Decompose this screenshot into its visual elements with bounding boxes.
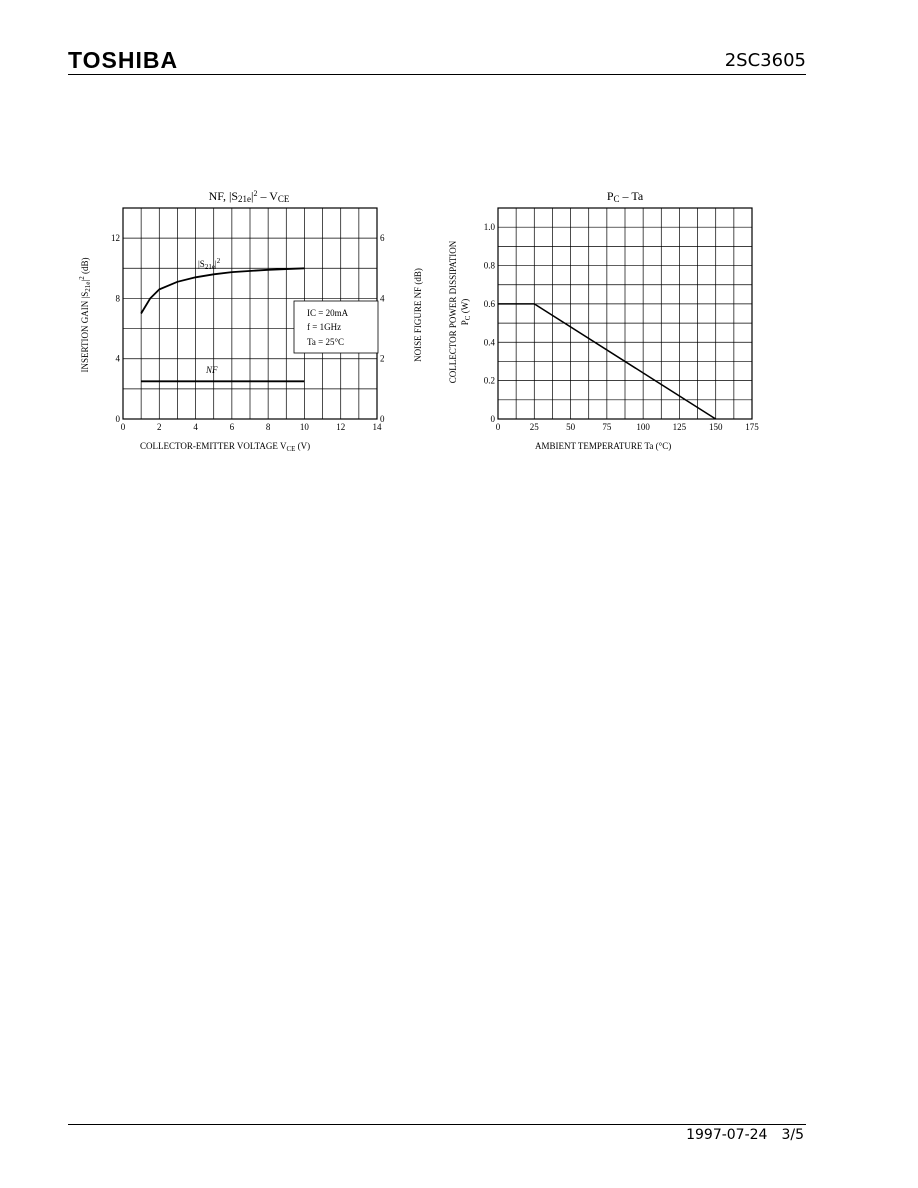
- chart1-y-right-tick: 2: [380, 353, 385, 364]
- footer-rule: [68, 1124, 806, 1125]
- chart1-title: NF, $|S21e|^2$ – VCE: [208, 189, 290, 204]
- chart2-x-tick: 50: [566, 422, 576, 432]
- chart1-x-tick: 2: [157, 422, 162, 432]
- chart2-ylabel-line1: COLLECTOR POWER DISSIPATION: [448, 240, 458, 384]
- chart1-x-tick: 12: [336, 422, 346, 432]
- chart2-x-tick: 0: [495, 422, 501, 432]
- chart2-x-tick: 175: [745, 422, 759, 432]
- footer: [672, 1127, 804, 1143]
- chart2-x-tick: 25: [529, 422, 539, 432]
- chart1-x-tick: 10: [299, 422, 309, 432]
- chart1-ylabel-left: INSERTION GAIN $|S_{21e}|^2$ (dB): [78, 257, 92, 373]
- chart1-x-tick: 14: [372, 422, 382, 432]
- chart1-x-tick: 0: [120, 422, 126, 432]
- chart1-xlabel: COLLECTOR-EMITTER VOLTAGE $V_{CE}$ (V): [140, 441, 311, 453]
- header-rule: [68, 74, 806, 75]
- chart1-x-tick: 8: [265, 422, 271, 432]
- chart2-y-tick: 0.8: [483, 260, 495, 271]
- chart1-y-left-tick: 0: [115, 414, 120, 424]
- chart-pc-ta: [440, 180, 780, 470]
- chart2-x-tick: 125: [672, 422, 687, 432]
- chart2-y-tick: 0: [490, 414, 495, 424]
- chart1-y-left-tick: 4: [115, 353, 120, 364]
- nf-series-label: NF: [206, 365, 218, 375]
- condition-f: f = 1GHz: [307, 322, 342, 332]
- toshiba-logo: TOSHIBA: [68, 47, 179, 73]
- footer-date: 1997-07-24: [686, 1127, 768, 1143]
- chart2-grid: [498, 208, 752, 419]
- chart1-ylabel-right: NOISE FIGURE NF (dB): [413, 268, 423, 362]
- chart2-x-tick: 150: [708, 422, 723, 432]
- chart2-y-tick: 1.0: [483, 222, 495, 233]
- chart1-y-right-tick: 0: [380, 414, 385, 424]
- chart1-y-right-tick: 6: [380, 233, 385, 244]
- chart1-y-left-tick: 8: [115, 293, 120, 304]
- condition-ic: IC = 20mA: [307, 308, 349, 318]
- chart2-ticks: [484, 222, 760, 432]
- chart2-xlabel: AMBIENT TEMPERATURE Ta (°C): [535, 441, 672, 451]
- s21-series-label: $|S_{21e}|^2$: [198, 257, 221, 271]
- chart2-x-tick: 75: [602, 422, 612, 432]
- condition-ta: Ta = 25°C: [307, 337, 345, 347]
- footer-page: 3/5: [781, 1127, 804, 1143]
- chart2-y-tick: 0.4: [483, 337, 495, 348]
- chart1-x-tick: 6: [229, 422, 235, 432]
- chart1-y-left-tick: 12: [111, 233, 120, 244]
- chart1-x-tick: 4: [193, 422, 198, 432]
- chart1-s21-curve: [141, 268, 304, 313]
- chart1-y-right-tick: 4: [380, 293, 385, 304]
- chart2-title: PC – Ta: [606, 189, 644, 204]
- chart2-y-tick: 0.6: [483, 298, 495, 309]
- chart2-y-tick: 0.2: [483, 375, 495, 386]
- chart2-x-tick: 100: [636, 422, 650, 432]
- chart2-ylabel-line2: $P_C$ (W): [460, 298, 472, 326]
- chart-nf-s21-vce: [60, 180, 423, 470]
- part-number: 2SC3605: [724, 50, 806, 71]
- chart1-series: [141, 268, 304, 381]
